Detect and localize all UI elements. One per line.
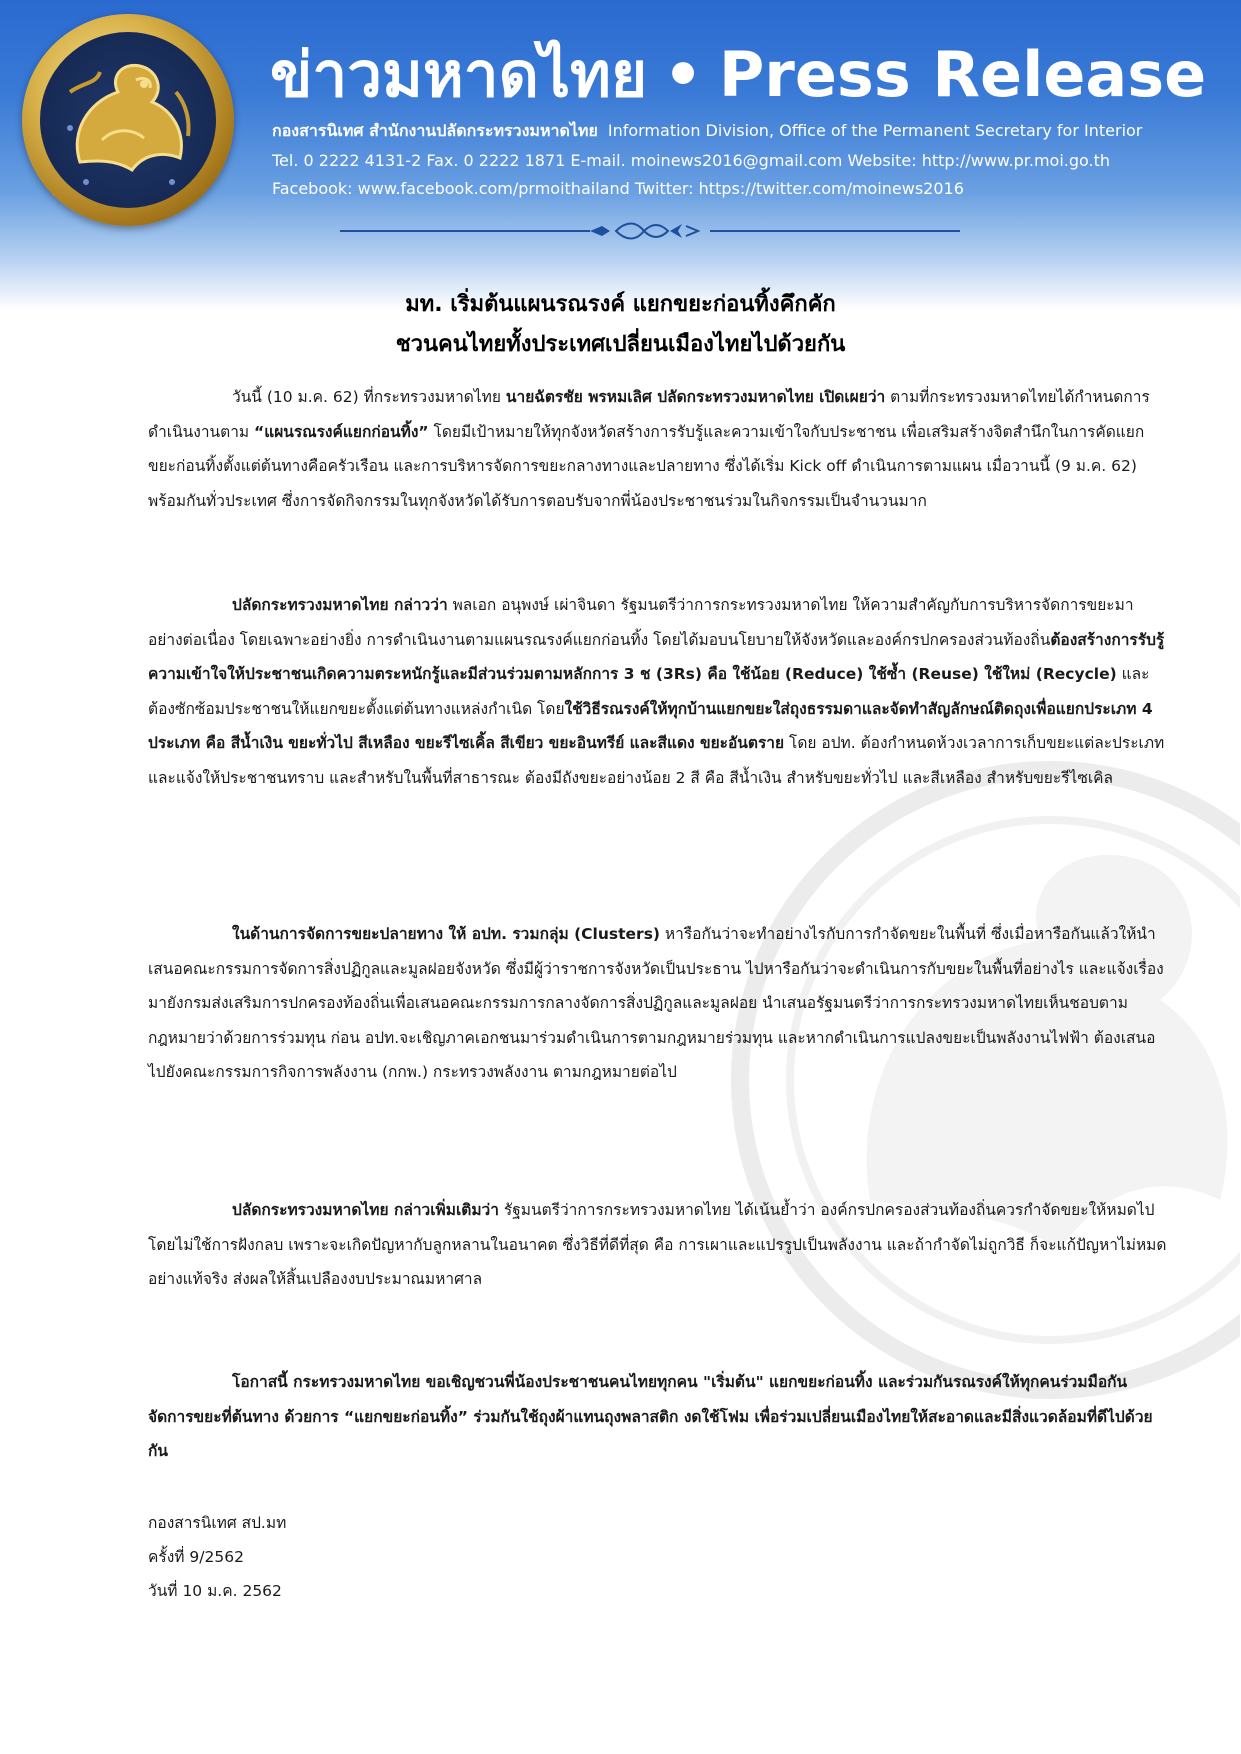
p1-text-e: โดยมีเป้าหมายให้ทุกจังหวัดสร้างการรับรู้และความเข้าใจกับประชาชน เพื่อเสริมสร้างจิตสำนึกในการคัดแยกขยะก่อนทิ้งตั้งแต่ต้นทางคือครัวเรือน และการบริหารจัดการขยะกลางทางและปลายทาง ซึ่งได้เริ่ม Kick off ดำเนินการตามแผน เมื่อวานนี้ (9 ม.ค. 62) พร้อมกันทั่วประเทศ ซึ่งการจัดกิจกรรมในทุกจังหวัดได้รับการตอบรับจากพี่น้องประชาชนร่วมในกิจกรรมเป็นจำนวนมาก (148, 422, 1145, 510)
org-line (272, 120, 1142, 142)
seal-emblem-inner (40, 32, 216, 208)
p5-bold-text: โอกาสนี้ กระทรวงมหาดไทย ขอเชิญชวนพี่น้องประชาชนคนไทยทุกคน "เริ่มต้น" แยกขยะก่อนทิ้ง และร่วมกันรณรงค์ให้ทุกคนร่วมมือกันจัดการขยะที่ต้นทาง ด้วยการ “แยกขยะก่อนทิ้ง” ร่วมกันใช้ถุงผ้าแทนถุงพลาสติก งดใช้โฟม เพื่อร่วมเปลี่ยนเมืองไทยให้สะอาดและมีสิ่งแวดล้อมที่ดีไปด้วยกัน (148, 1373, 1153, 1460)
paragraph-5 (148, 1365, 1168, 1469)
press-header-banner (0, 0, 1241, 310)
org-thai: กองสารนิเทศ สำนักงานปลัดกระทรวงมหาดไทย (272, 121, 598, 140)
footer-department: กองสารนิเทศ สป.มท (148, 1514, 287, 1532)
p3-text-b: หารือกันว่าจะทำอย่างไรกับการกำจัดขยะในพื้นที่ ซึ่งเมื่อหารือกันแล้วให้นำเสนอคณะกรรมการจัดการสิ่งปฏิกูลและมูลฝอยจังหวัด ซึ่งมีผู้ว่าราชการจังหวัดเป็นประธาน ไปหารือกันว่าจะดำเนินการกับขยะในพื้นที่อย่างไร และแจ้งเรื่องมายังกรมส่งเสริมการปกครองท้องถิ่นเพื่อเสนอคณะกรรมการกลางจัดการสิ่งปฏิกูลและมูลฝอย นำเสนอรัฐมนตรีว่าการกระทรวงมหาดไทยเห็นชอบตามกฎหมายว่าด้วยการร่วมทุน ก่อน อปท.จะเชิญภาคเอกชนมาร่วมดำเนินการตามกฎหมายร่วมทุน และหากดำเนินการแปลงขยะเป็นพลังงานไฟฟ้า ต้องเสนอไปยังคณะกรรมการกิจการพลังงาน (กกพ.) กระทรวงพลังงาน ตามกฎหมายต่อไป (148, 925, 1164, 1081)
paragraph-4 (148, 1193, 1168, 1297)
title-thai: ข่าวมหาดไทย (270, 38, 648, 111)
p1-text-c: ตามที่กระทรวงมหาดไทยได้กำหนดการดำเนินงานตาม (148, 388, 1150, 441)
title-english: Press Release (718, 38, 1207, 111)
press-release-title (270, 34, 1206, 116)
p3-bold-lead: ในด้านการจัดการขยะปลายทาง ให้ อปท. รวมกลุ่ม (Clusters) (232, 925, 660, 943)
contact-line: Tel. 0 2222 4131-2 Fax. 0 2222 1871 E-mail. moinews2016@gmail.com Website: http://www.pr.moi.go.th (272, 151, 1111, 170)
p4-text-b: รัฐมนตรีว่าการกระทรวงมหาดไทย ได้เน้นย้ำว่า องค์กรปกครองส่วนท้องถิ่นควรกำจัดขยะให้หมดไป โดยไม่ใช้การฝังกลบ เพราะจะเกิดปัญหากับลูกหลานในอนาคต ซึ่งวิธีที่ดีที่สุด คือ การเผาและแปรรูปเป็นพลังงาน และถ้ากำจัดไม่ถูกวิธี ก็จะแก้ปัญหาไม่หมดอย่างแท้จริง ส่งผลให้สิ้นเปลืองงบประมาณมหาศาล (148, 1201, 1167, 1288)
paragraph-1 (148, 380, 1168, 518)
headline-line-2: ชวนคนไทยทั้งประเทศเปลี่ยนเมืองไทยไปด้วยกัน (395, 332, 846, 357)
social-line: Facebook: www.facebook.com/prmoithailand Twitter: https://twitter.com/moinews2016 (272, 179, 964, 198)
ornamental-divider (340, 216, 960, 246)
title-bullet: • (663, 38, 703, 111)
footer-date: วันที่ 10 ม.ค. 2562 (148, 1582, 282, 1600)
golden-lion-icon (40, 32, 216, 208)
p2-bold-3rs: ต้องสร้างการรับรู้ความเข้าใจให้ประชาชนเกิดความตระหนักรู้และมีส่วนร่วมตามหลักการ 3 ช (3Rs) คือ ใช้น้อย (Reduce) ใช้ซ้ำ (Reuse) ใช้ใหม่ (Recycle) (148, 630, 1165, 683)
p2-bold-bags: ใช้วิธีรณรงค์ให้ทุกบ้านแยกขยะใส่ถุงธรรมดาและจัดทำสัญลักษณ์ติดถุงเพื่อแยกประเภท 4 ประเภท คือ สีน้ำเงิน ขยะทั่วไป สีเหลือง ขยะรีไซเคิ้ล สีเขียว ขยะอินทรีย์ และสีแดง ขยะอันตราย (148, 699, 1153, 752)
ministry-seal-logo (22, 14, 234, 226)
p1-bold-speaker: นายฉัตรชัย พรหมเลิศ ปลัดกระทรวงมหาดไทย เปิดเผยว่า (505, 388, 886, 406)
p2-text-b: พลเอก อนุพงษ์ เผ่าจินดา รัฐมนตรีว่าการกระทรวงมหาดไทย ให้ความสำคัญกับการบริหารจัดการขยะมาอย่างต่อเนื่อง โดยเฉพาะอย่างยิ่ง การดำเนินงานตามแผนรณรงค์แยกก่อนทิ้ง โดยได้มอบนโยบายให้จังหวัดและองค์กรปกครองส่วนท้องถิ่น (148, 596, 1134, 649)
p1-text-a: วันนี้ (10 ม.ค. 62) ที่กระทรวงมหาดไทย (232, 388, 506, 406)
p2-text-d: และต้องซักซ้อมประชาชนให้แยกขยะตั้งแต่ต้นทางแหล่งกำเนิด โดย (148, 665, 1150, 718)
p2-text-f: โดย อปท. ต้องกำหนดห้วงเวลาการเก็บขยะแต่ละประเภทและแจ้งให้ประชาชนทราบ และสำหรับในพื้นที่สาธารณะ ต้องมีถังขยะอย่างน้อย 2 สี คือ สีน้ำเงิน สำหรับขยะทั่วไป และสีเหลือง สำหรับขยะรีไซเคิล (148, 734, 1165, 787)
paragraph-3 (148, 917, 1168, 1090)
p2-bold-lead: ปลัดกระทรวงมหาดไทย กล่าวว่า (232, 596, 448, 614)
p4-bold-lead: ปลัดกระทรวงมหาดไทย กล่าวเพิ่มเติมว่า (232, 1201, 499, 1219)
paragraph-2 (148, 588, 1168, 795)
p1-bold-plan: “แผนรณรงค์แยกก่อนทิ้ง” (254, 422, 429, 441)
footer-issue-number: ครั้งที่ 9/2562 (148, 1548, 244, 1566)
org-english: Information Division, Office of the Permanent Secretary for Interior (607, 121, 1143, 140)
headline-line-1: มท. เริ่มต้นแผนรณรงค์ แยกขยะก่อนทิ้งคึกคัก (405, 292, 836, 317)
